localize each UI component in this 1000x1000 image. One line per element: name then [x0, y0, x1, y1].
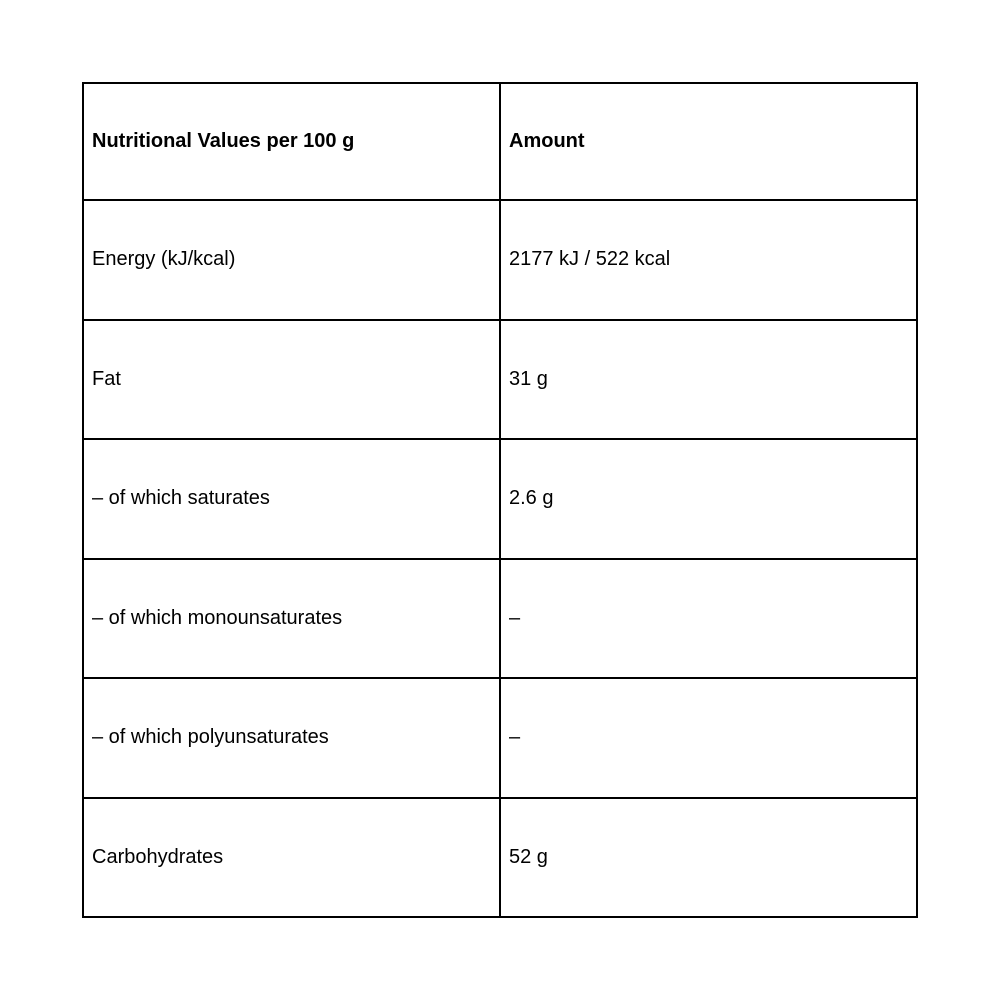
- row-amount: 2177 kJ / 522 kcal: [500, 200, 917, 320]
- table-header-row: [83, 83, 917, 200]
- table-row: [83, 798, 917, 918]
- table-row: [83, 200, 917, 320]
- table-row: [83, 559, 917, 679]
- row-amount: 31 g: [500, 320, 917, 440]
- nutrition-table: [82, 82, 918, 918]
- header-nutritional-values: Nutritional Values per 100 g: [83, 83, 500, 200]
- table-row: [83, 439, 917, 559]
- row-label: Carbohydrates: [83, 798, 500, 918]
- row-label: – of which polyunsaturates: [83, 678, 500, 798]
- row-amount: 52 g: [500, 798, 917, 918]
- row-label: – of which saturates: [83, 439, 500, 559]
- row-label: – of which monounsaturates: [83, 559, 500, 679]
- row-label: Fat: [83, 320, 500, 440]
- row-amount: –: [500, 559, 917, 679]
- header-amount: Amount: [500, 83, 917, 200]
- row-amount: –: [500, 678, 917, 798]
- table-row: [83, 678, 917, 798]
- table-row: [83, 320, 917, 440]
- row-amount: 2.6 g: [500, 439, 917, 559]
- row-label: Energy (kJ/kcal): [83, 200, 500, 320]
